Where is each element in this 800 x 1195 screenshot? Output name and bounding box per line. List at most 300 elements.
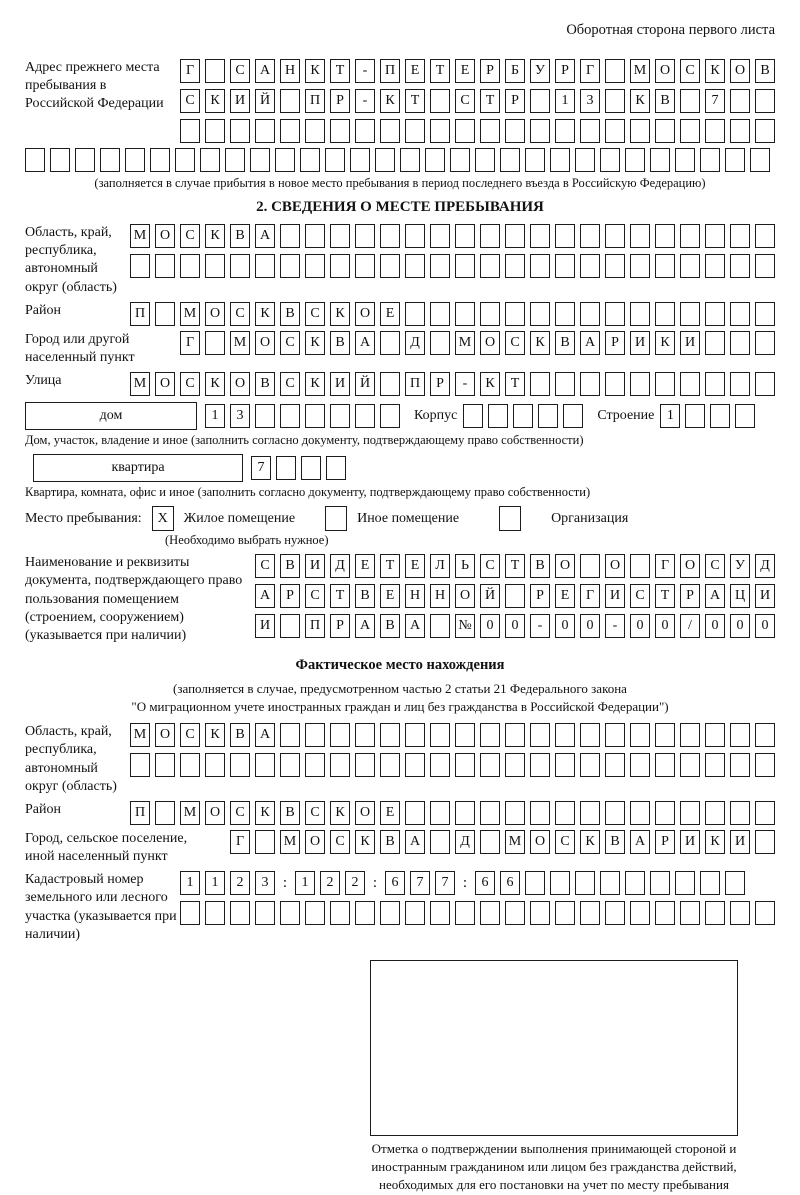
char-cell[interactable]: В (755, 59, 775, 83)
char-cell[interactable]: И (230, 89, 250, 113)
char-cell[interactable] (730, 372, 750, 396)
char-cell[interactable] (630, 302, 650, 326)
char-cell[interactable]: А (255, 224, 275, 248)
char-cell[interactable]: В (605, 830, 625, 854)
char-cell[interactable]: / (680, 614, 700, 638)
char-cell[interactable]: 2 (320, 871, 340, 895)
char-cell[interactable] (625, 148, 645, 172)
char-cell[interactable] (580, 723, 600, 747)
char-cell[interactable]: А (355, 614, 375, 638)
char-cell[interactable] (630, 254, 650, 278)
char-cell[interactable] (280, 753, 300, 777)
char-cell[interactable] (630, 723, 650, 747)
char-cell[interactable] (725, 148, 745, 172)
char-cell[interactable] (480, 753, 500, 777)
char-cell[interactable] (600, 148, 620, 172)
char-cell[interactable] (505, 254, 525, 278)
char-cell[interactable]: А (705, 584, 725, 608)
char-cell[interactable] (730, 801, 750, 825)
char-cell[interactable] (705, 801, 725, 825)
char-cell[interactable]: Н (405, 584, 425, 608)
char-cell[interactable] (530, 254, 550, 278)
char-cell[interactable]: К (305, 331, 325, 355)
char-cell[interactable]: 0 (755, 614, 775, 638)
char-cell[interactable] (475, 148, 495, 172)
char-cell[interactable] (250, 148, 270, 172)
char-cell[interactable]: В (330, 331, 350, 355)
char-cell[interactable] (430, 89, 450, 113)
char-cell[interactable] (276, 456, 296, 480)
char-cell[interactable]: С (330, 830, 350, 854)
char-cell[interactable] (326, 456, 346, 480)
char-cell[interactable]: А (255, 723, 275, 747)
char-cell[interactable]: В (655, 89, 675, 113)
char-cell[interactable] (555, 372, 575, 396)
char-cell[interactable]: С (280, 372, 300, 396)
char-cell[interactable]: 2 (345, 871, 365, 895)
char-cell[interactable]: С (255, 554, 275, 578)
char-cell[interactable] (405, 901, 425, 925)
char-cell[interactable]: П (305, 614, 325, 638)
char-cell[interactable]: А (255, 59, 275, 83)
char-cell[interactable] (255, 119, 275, 143)
char-cell[interactable]: М (280, 830, 300, 854)
char-cell[interactable] (730, 224, 750, 248)
char-cell[interactable] (100, 148, 120, 172)
char-cell[interactable]: Н (280, 59, 300, 83)
char-cell[interactable] (480, 302, 500, 326)
char-cell[interactable] (380, 404, 400, 428)
char-cell[interactable]: 7 (251, 456, 271, 480)
char-cell[interactable]: А (580, 331, 600, 355)
char-cell[interactable] (680, 801, 700, 825)
char-cell[interactable]: Т (330, 584, 350, 608)
char-cell[interactable] (450, 148, 470, 172)
char-cell[interactable] (305, 901, 325, 925)
char-cell[interactable] (530, 89, 550, 113)
char-cell[interactable] (755, 830, 775, 854)
char-cell[interactable] (380, 119, 400, 143)
char-cell[interactable] (755, 331, 775, 355)
char-cell[interactable] (255, 830, 275, 854)
char-cell[interactable] (680, 119, 700, 143)
char-cell[interactable]: М (230, 331, 250, 355)
char-cell[interactable]: М (455, 331, 475, 355)
char-cell[interactable] (330, 254, 350, 278)
char-cell[interactable] (750, 148, 770, 172)
char-cell[interactable] (430, 830, 450, 854)
char-cell[interactable] (705, 901, 725, 925)
char-cell[interactable] (755, 119, 775, 143)
char-cell[interactable]: О (155, 224, 175, 248)
char-cell[interactable] (425, 148, 445, 172)
char-cell[interactable]: О (555, 554, 575, 578)
char-cell[interactable]: 0 (480, 614, 500, 638)
char-cell[interactable]: С (455, 89, 475, 113)
char-cell[interactable]: Г (580, 59, 600, 83)
char-cell[interactable] (580, 254, 600, 278)
char-cell[interactable] (205, 331, 225, 355)
char-cell[interactable] (200, 148, 220, 172)
char-cell[interactable] (155, 254, 175, 278)
char-cell[interactable]: 3 (230, 404, 250, 428)
char-cell[interactable] (405, 723, 425, 747)
char-cell[interactable]: В (280, 302, 300, 326)
char-cell[interactable] (230, 901, 250, 925)
char-cell[interactable]: - (530, 614, 550, 638)
char-cell[interactable] (430, 119, 450, 143)
char-cell[interactable] (505, 723, 525, 747)
char-cell[interactable] (330, 901, 350, 925)
char-cell[interactable]: Г (180, 59, 200, 83)
char-cell[interactable] (675, 148, 695, 172)
char-cell[interactable] (301, 456, 321, 480)
checkbox-other-premises[interactable] (325, 506, 347, 531)
char-cell[interactable] (505, 302, 525, 326)
char-cell[interactable]: Т (380, 554, 400, 578)
char-cell[interactable]: В (255, 372, 275, 396)
char-cell[interactable]: К (255, 801, 275, 825)
char-cell[interactable] (305, 723, 325, 747)
char-cell[interactable] (380, 723, 400, 747)
char-cell[interactable]: Р (605, 331, 625, 355)
char-cell[interactable]: 0 (505, 614, 525, 638)
char-cell[interactable] (730, 254, 750, 278)
char-cell[interactable] (275, 148, 295, 172)
char-cell[interactable] (480, 801, 500, 825)
char-cell[interactable] (355, 901, 375, 925)
char-cell[interactable]: К (205, 723, 225, 747)
char-cell[interactable]: Е (405, 554, 425, 578)
char-cell[interactable]: 6 (500, 871, 520, 895)
char-cell[interactable]: Р (430, 372, 450, 396)
char-cell[interactable] (575, 148, 595, 172)
char-cell[interactable] (730, 331, 750, 355)
char-cell[interactable]: Е (455, 59, 475, 83)
char-cell[interactable] (455, 119, 475, 143)
char-cell[interactable]: - (455, 372, 475, 396)
char-cell[interactable]: Р (280, 584, 300, 608)
char-cell[interactable] (380, 372, 400, 396)
char-cell[interactable] (605, 302, 625, 326)
char-cell[interactable]: Г (655, 554, 675, 578)
char-cell[interactable] (255, 404, 275, 428)
char-cell[interactable]: Е (405, 59, 425, 83)
char-cell[interactable] (255, 901, 275, 925)
char-cell[interactable]: 3 (580, 89, 600, 113)
char-cell[interactable] (355, 119, 375, 143)
char-cell[interactable] (280, 224, 300, 248)
char-cell[interactable] (305, 224, 325, 248)
char-cell[interactable] (650, 871, 670, 895)
char-cell[interactable] (530, 302, 550, 326)
char-cell[interactable] (605, 723, 625, 747)
char-cell[interactable] (605, 753, 625, 777)
char-cell[interactable]: У (730, 554, 750, 578)
char-cell[interactable]: Р (330, 614, 350, 638)
char-cell[interactable]: О (730, 59, 750, 83)
char-cell[interactable] (755, 254, 775, 278)
char-cell[interactable]: Г (230, 830, 250, 854)
char-cell[interactable]: В (280, 554, 300, 578)
char-cell[interactable] (555, 224, 575, 248)
char-cell[interactable] (300, 148, 320, 172)
char-cell[interactable] (480, 830, 500, 854)
char-cell[interactable] (755, 901, 775, 925)
char-cell[interactable] (700, 871, 720, 895)
char-cell[interactable]: П (130, 302, 150, 326)
char-cell[interactable]: О (455, 584, 475, 608)
char-cell[interactable] (325, 148, 345, 172)
char-cell[interactable]: М (130, 723, 150, 747)
char-cell[interactable]: А (405, 830, 425, 854)
char-cell[interactable] (180, 901, 200, 925)
char-cell[interactable]: М (505, 830, 525, 854)
char-cell[interactable] (430, 224, 450, 248)
char-cell[interactable]: И (605, 584, 625, 608)
char-cell[interactable]: Т (505, 554, 525, 578)
char-cell[interactable]: Е (355, 554, 375, 578)
char-cell[interactable] (630, 753, 650, 777)
char-cell[interactable]: Й (480, 584, 500, 608)
char-cell[interactable] (430, 801, 450, 825)
char-cell[interactable] (655, 801, 675, 825)
char-cell[interactable] (130, 753, 150, 777)
char-cell[interactable]: К (330, 302, 350, 326)
char-cell[interactable] (650, 148, 670, 172)
char-cell[interactable]: К (655, 331, 675, 355)
char-cell[interactable] (705, 723, 725, 747)
char-cell[interactable]: № (455, 614, 475, 638)
char-cell[interactable] (555, 901, 575, 925)
char-cell[interactable]: О (655, 59, 675, 83)
char-cell[interactable]: С (180, 224, 200, 248)
char-cell[interactable]: 6 (385, 871, 405, 895)
char-cell[interactable] (500, 148, 520, 172)
char-cell[interactable] (755, 224, 775, 248)
char-cell[interactable] (513, 404, 533, 428)
char-cell[interactable]: Т (480, 89, 500, 113)
char-cell[interactable] (555, 723, 575, 747)
char-cell[interactable]: К (330, 801, 350, 825)
char-cell[interactable] (205, 901, 225, 925)
char-cell[interactable]: К (255, 302, 275, 326)
char-cell[interactable] (330, 224, 350, 248)
char-cell[interactable]: К (355, 830, 375, 854)
char-cell[interactable] (755, 302, 775, 326)
char-cell[interactable] (155, 302, 175, 326)
char-cell[interactable] (680, 224, 700, 248)
char-cell[interactable] (255, 753, 275, 777)
char-cell[interactable] (555, 302, 575, 326)
char-cell[interactable] (455, 801, 475, 825)
char-cell[interactable] (205, 119, 225, 143)
char-cell[interactable]: М (180, 801, 200, 825)
char-cell[interactable]: Г (580, 584, 600, 608)
char-cell[interactable] (155, 801, 175, 825)
char-cell[interactable] (655, 723, 675, 747)
char-cell[interactable]: - (355, 89, 375, 113)
char-cell[interactable] (580, 372, 600, 396)
char-cell[interactable] (605, 901, 625, 925)
char-cell[interactable]: О (255, 331, 275, 355)
char-cell[interactable] (655, 901, 675, 925)
char-cell[interactable] (25, 148, 45, 172)
char-cell[interactable]: О (155, 723, 175, 747)
char-cell[interactable]: Д (455, 830, 475, 854)
char-cell[interactable] (125, 148, 145, 172)
char-cell[interactable]: 1 (205, 871, 225, 895)
char-cell[interactable] (405, 119, 425, 143)
char-cell[interactable] (730, 302, 750, 326)
char-cell[interactable] (330, 119, 350, 143)
char-cell[interactable] (330, 723, 350, 747)
char-cell[interactable] (355, 753, 375, 777)
char-cell[interactable] (405, 801, 425, 825)
char-cell[interactable] (355, 254, 375, 278)
char-cell[interactable]: Т (430, 59, 450, 83)
char-cell[interactable]: П (380, 59, 400, 83)
char-cell[interactable] (180, 753, 200, 777)
char-cell[interactable]: 0 (580, 614, 600, 638)
char-cell[interactable]: Р (530, 584, 550, 608)
char-cell[interactable] (710, 404, 730, 428)
char-cell[interactable] (680, 254, 700, 278)
char-cell[interactable] (755, 723, 775, 747)
char-cell[interactable] (230, 254, 250, 278)
char-cell[interactable]: С (305, 302, 325, 326)
char-cell[interactable] (680, 753, 700, 777)
char-cell[interactable]: П (405, 372, 425, 396)
char-cell[interactable] (505, 801, 525, 825)
char-cell[interactable] (655, 254, 675, 278)
char-cell[interactable]: Р (680, 584, 700, 608)
char-cell[interactable]: С (305, 801, 325, 825)
char-cell[interactable]: А (355, 331, 375, 355)
char-cell[interactable] (655, 302, 675, 326)
char-cell[interactable] (580, 224, 600, 248)
char-cell[interactable] (680, 372, 700, 396)
char-cell[interactable]: С (630, 584, 650, 608)
char-cell[interactable] (380, 331, 400, 355)
char-cell[interactable] (305, 119, 325, 143)
char-cell[interactable] (280, 901, 300, 925)
char-cell[interactable]: О (205, 801, 225, 825)
char-cell[interactable] (480, 119, 500, 143)
char-cell[interactable]: К (480, 372, 500, 396)
char-cell[interactable]: К (305, 372, 325, 396)
char-cell[interactable] (730, 901, 750, 925)
char-cell[interactable]: С (555, 830, 575, 854)
char-cell[interactable] (530, 119, 550, 143)
char-cell[interactable]: М (180, 302, 200, 326)
char-cell[interactable] (530, 372, 550, 396)
char-cell[interactable]: К (630, 89, 650, 113)
char-cell[interactable] (538, 404, 558, 428)
char-cell[interactable]: В (355, 584, 375, 608)
char-cell[interactable]: Р (555, 59, 575, 83)
char-cell[interactable]: 1 (660, 404, 680, 428)
char-cell[interactable] (150, 148, 170, 172)
char-cell[interactable]: 0 (630, 614, 650, 638)
char-cell[interactable] (605, 119, 625, 143)
char-cell[interactable]: П (305, 89, 325, 113)
char-cell[interactable] (430, 254, 450, 278)
char-cell[interactable] (400, 148, 420, 172)
char-cell[interactable] (730, 753, 750, 777)
char-cell[interactable]: И (730, 830, 750, 854)
char-cell[interactable]: Р (330, 89, 350, 113)
char-cell[interactable]: 7 (705, 89, 725, 113)
char-cell[interactable] (755, 372, 775, 396)
char-cell[interactable] (605, 89, 625, 113)
char-cell[interactable]: С (480, 554, 500, 578)
char-cell[interactable] (675, 871, 695, 895)
char-cell[interactable] (730, 89, 750, 113)
char-cell[interactable] (130, 254, 150, 278)
char-cell[interactable] (555, 753, 575, 777)
char-cell[interactable] (605, 801, 625, 825)
char-cell[interactable] (305, 254, 325, 278)
char-cell[interactable]: Ь (455, 554, 475, 578)
char-cell[interactable]: 1 (180, 871, 200, 895)
char-cell[interactable] (330, 404, 350, 428)
char-cell[interactable] (525, 871, 545, 895)
char-cell[interactable]: Е (555, 584, 575, 608)
char-cell[interactable] (705, 372, 725, 396)
char-cell[interactable]: К (205, 372, 225, 396)
char-cell[interactable] (625, 871, 645, 895)
char-cell[interactable]: А (630, 830, 650, 854)
char-cell[interactable]: С (230, 59, 250, 83)
char-cell[interactable]: О (605, 554, 625, 578)
char-cell[interactable]: Т (655, 584, 675, 608)
char-cell[interactable] (405, 753, 425, 777)
char-cell[interactable]: С (680, 59, 700, 83)
char-cell[interactable] (255, 254, 275, 278)
char-cell[interactable] (680, 723, 700, 747)
char-cell[interactable]: С (230, 302, 250, 326)
char-cell[interactable]: - (605, 614, 625, 638)
char-cell[interactable]: Д (755, 554, 775, 578)
char-cell[interactable]: О (480, 331, 500, 355)
char-cell[interactable] (630, 119, 650, 143)
char-cell[interactable]: 2 (230, 871, 250, 895)
char-cell[interactable] (555, 119, 575, 143)
char-cell[interactable] (405, 302, 425, 326)
char-cell[interactable] (280, 404, 300, 428)
char-cell[interactable]: В (530, 554, 550, 578)
char-cell[interactable] (630, 372, 650, 396)
char-cell[interactable]: Г (180, 331, 200, 355)
char-cell[interactable] (525, 148, 545, 172)
char-cell[interactable] (705, 254, 725, 278)
char-cell[interactable] (680, 302, 700, 326)
char-cell[interactable] (205, 254, 225, 278)
char-cell[interactable] (350, 148, 370, 172)
char-cell[interactable]: К (530, 331, 550, 355)
char-cell[interactable] (180, 119, 200, 143)
char-cell[interactable] (580, 901, 600, 925)
char-cell[interactable] (605, 372, 625, 396)
char-cell[interactable]: Е (380, 801, 400, 825)
char-cell[interactable]: О (155, 372, 175, 396)
char-cell[interactable]: Е (380, 302, 400, 326)
char-cell[interactable]: С (280, 331, 300, 355)
char-cell[interactable] (430, 614, 450, 638)
char-cell[interactable]: Д (405, 331, 425, 355)
char-cell[interactable]: М (130, 224, 150, 248)
